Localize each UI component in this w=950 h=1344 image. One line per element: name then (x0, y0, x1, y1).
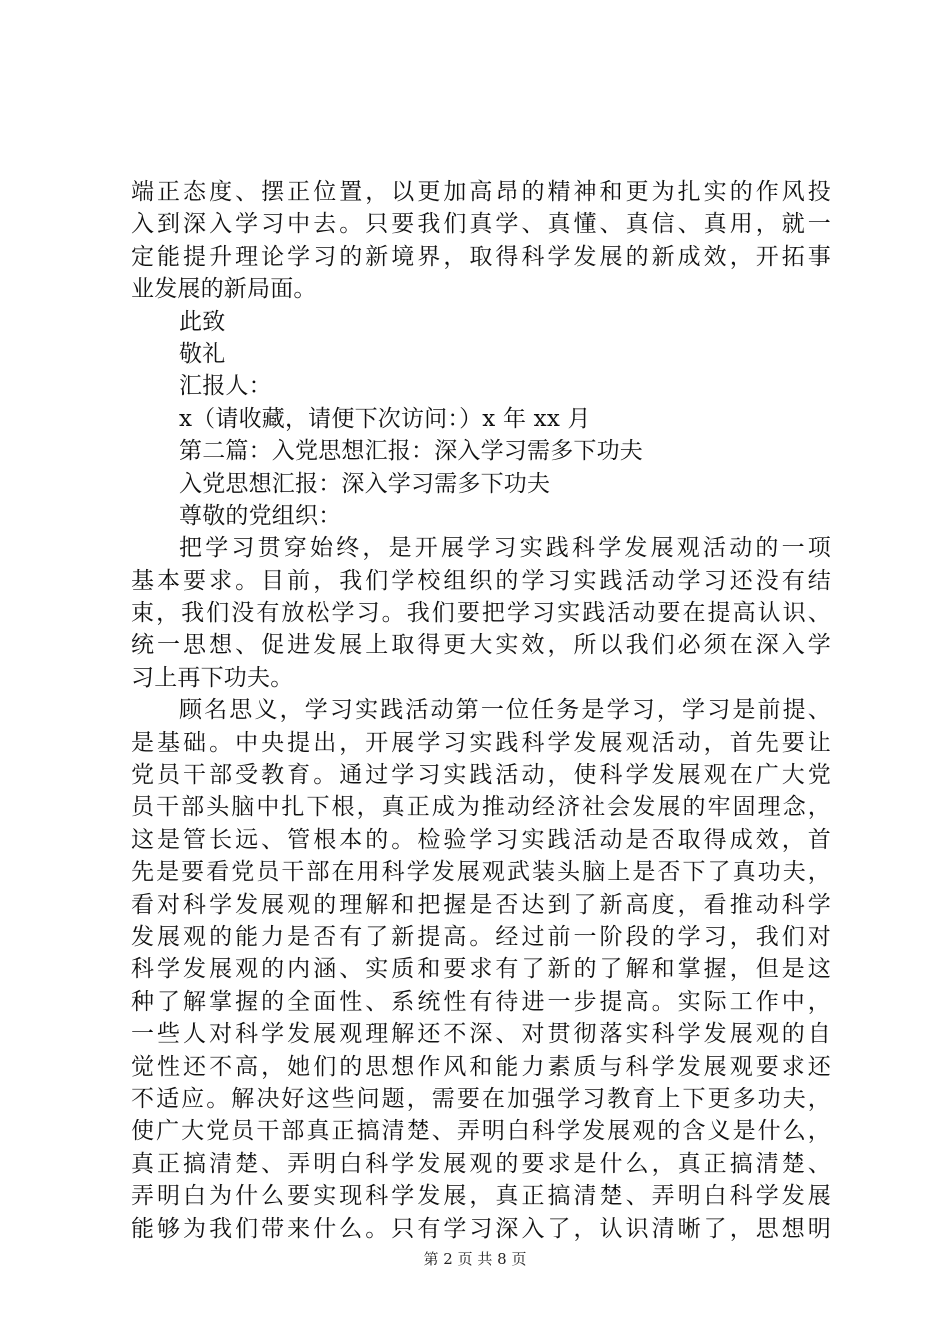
text-line: 入到深入学习中去。只要我们真学、真懂、真信、真用，就一 (131, 211, 831, 238)
text-line: 习上再下功夫。 (131, 664, 294, 691)
text-line: 不适应。解决好这些问题，需要在加强学习教育上下更多功夫， (131, 1085, 831, 1112)
text-line: 尊敬的党组织： (179, 502, 342, 529)
text-line: 统一思想、促进发展上取得更大实效，所以我们必须在深入学 (131, 632, 831, 659)
text-line: 顾名思义，学习实践活动第一位任务是学习，学习是前提、 (179, 697, 831, 724)
document-body (131, 176, 831, 1245)
text-line: 发展观的能力是否有了新提高。经过前一阶段的学习，我们对 (131, 923, 831, 950)
page-footer: 第 2 页 共 8 页 (423, 1250, 527, 1268)
text-line: 先是要看党员干部在用科学发展观武装头脑上是否下了真功夫， (131, 859, 831, 886)
text-line: 一些人对科学发展观理解还不深、对贯彻落实科学发展观的自 (131, 1021, 831, 1048)
text-line: 弄明白为什么要实现科学发展，真正搞清楚、弄明白科学发展 (131, 1183, 831, 1210)
text-line: 员干部头脑中扎下根，真正成为推动经济社会发展的牢固理念， (131, 794, 831, 821)
text-line: 敬礼 (179, 340, 226, 367)
text-line: 这是管长远、管根本的。检验学习实践活动是否取得成效，首 (131, 826, 831, 853)
text-line: 是基础。中央提出，开展学习实践科学发展观活动，首先要让 (131, 729, 831, 756)
text-line: 真正搞清楚、弄明白科学发展观的要求是什么，真正搞清楚、 (131, 1150, 831, 1177)
text-line: 科学发展观的内涵、实质和要求有了新的了解和掌握，但是这 (131, 956, 831, 983)
text-line: 束，我们没有放松学习。我们要把学习实践活动要在提高认识、 (131, 600, 831, 627)
text-line: 业发展的新局面。 (131, 276, 317, 303)
text-line: 定能提升理论学习的新境界，取得科学发展的新成效，开拓事 (131, 243, 831, 270)
text-line: 看对科学发展观的理解和把握是否达到了新高度，看推动科学 (131, 891, 831, 918)
text-line: 觉性还不高，她们的思想作风和能力素质与科学发展观要求还 (131, 1053, 831, 1080)
text-line: x（请收藏，请便下次访问：）x 年 xx 月 (179, 405, 591, 432)
text-line: 党员干部受教育。通过学习实践活动，使科学发展观在广大党 (131, 762, 831, 789)
text-line: 第二篇：入党思想汇报：深入学习需多下功夫 (179, 438, 643, 465)
text-line: 能够为我们带来什么。只有学习深入了，认识清晰了，思想明 (131, 1215, 831, 1242)
text-line: 此致 (179, 308, 226, 335)
text-line: 汇报人： (179, 373, 272, 400)
text-line: 端正态度、摆正位置，以更加高昂的精神和更为扎实的作风投 (131, 179, 831, 205)
text-line: 种了解掌握的全面性、系统性有待进一步提高。实际工作中， (131, 988, 831, 1015)
text-line: 把学习贯穿始终，是开展学习实践科学发展观活动的一项 (179, 535, 831, 562)
text-line: 基本要求。目前，我们学校组织的学习实践活动学习还没有结 (131, 567, 831, 594)
text-line: 使广大党员干部真正搞清楚、弄明白科学发展观的含义是什么， (131, 1118, 831, 1145)
text-line: 入党思想汇报：深入学习需多下功夫 (179, 470, 551, 497)
